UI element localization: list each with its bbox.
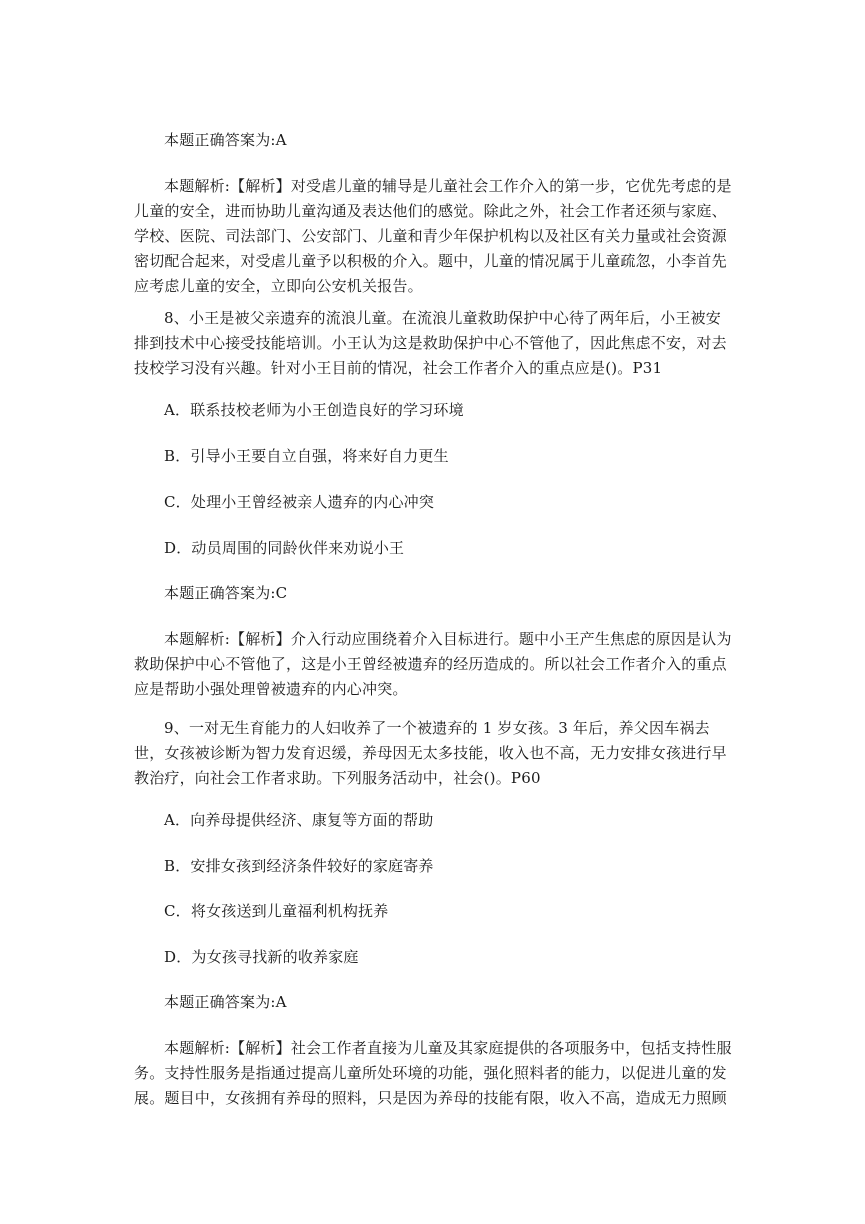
q8-option-b: B．引导小王要自立自强，将来好自力更生	[164, 447, 449, 465]
q9-option-b: B．安排女孩到经济条件较好的家庭寄养	[164, 857, 434, 875]
q8-option-a: A．联系技校老师为小王创造良好的学习环境	[164, 401, 464, 419]
q7-analysis: 本题解析:【解析】对受虐儿童的辅导是儿童社会工作介入的第一步，它优先考虑的是儿童的安全，进而协助儿童沟通及表达他们的感觉。除此之外，社会工作者还须与家庭、学校、医院、司法部门、公安部门、儿童和青少年保护机构以及社区有关力量或社会资源密切配合起来，对受虐儿童予以积极的介入。题中，儿童的情况属于儿童疏忽，小李首先应考虑儿童的安全，立即向公安机关报告。	[134, 177, 732, 295]
q9-question: 9、一对无生育能力的人妇收养了一个被遗弃的 1 岁女孩。3 年后，养父因车祸去世，女孩被诊断为智力发育迟缓，养母因无太多技能，收入也不高，无力安排女孩进行早教治疗，向社会工作者求助。下列服务活动中，社会()。P60	[134, 719, 727, 787]
q8-analysis: 本题解析:【解析】介入行动应围绕着介入目标进行。题中小王产生焦虑的原因是认为救助保护中心不管他了，这是小王曾经被遗弃的经历造成的。所以社会工作者介入的重点应是帮助小强处理曾被遗弃的内心冲突。	[134, 630, 732, 698]
q9-option-a: A．向养母提供经济、康复等方面的帮助	[164, 811, 434, 829]
q9-option-d: D．为女孩寻找新的收养家庭	[164, 948, 359, 966]
q9-analysis: 本题解析:【解析】社会工作者直接为儿童及其家庭提供的各项服务中，包括支持性服务。支持性服务是指通过提高儿童所处环境的功能，强化照料者的能力，以促进儿童的发展。题目中，女孩拥有养母的照料，只是因为养母的技能有限，收入不高，造成无力照顾	[134, 1039, 732, 1107]
q8-answer: 本题正确答案为:C	[164, 584, 288, 602]
q8-option-d: D．动员周围的同龄伙伴来劝说小王	[164, 539, 405, 557]
q7-answer: 本题正确答案为:A	[164, 131, 287, 149]
q9-option-c: C．将女孩送到儿童福利机构抚养	[164, 902, 389, 920]
q8-option-c: C．处理小王曾经被亲人遗弃的内心冲突	[164, 493, 435, 511]
q8-question: 8、小王是被父亲遗弃的流浪儿童。在流浪儿童救助保护中心待了两年后，小王被安排到技术中心接受技能培训。小王认为这是救助保护中心不管他了，因此焦虑不安，对去技校学习没有兴趣。针对小王目前的情况，社会工作者介入的重点应是()。P31	[134, 309, 727, 377]
q9-answer: 本题正确答案为:A	[164, 993, 287, 1011]
